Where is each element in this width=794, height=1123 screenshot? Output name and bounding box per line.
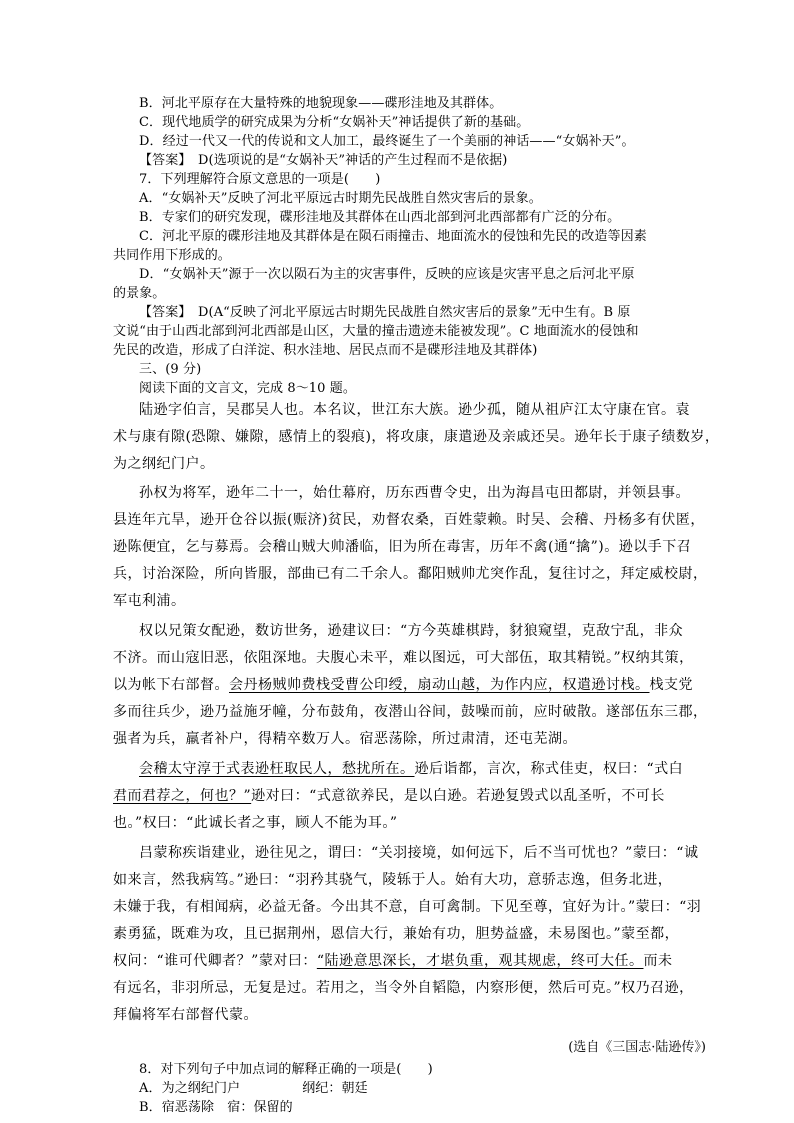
q7-option-c-line2: 共同作用下形成的。 <box>113 248 231 263</box>
q7-answer-line1: 【答案】 D(A“反映了河北平原远古时期先民战胜自然灾害后的景象”无中生有。B 原 <box>139 305 631 320</box>
q7-option-d-line1: D．“女娲补天”源于一次以陨石为主的灾害事件，反映的应该是灾害平息之后河北平原 <box>139 267 635 282</box>
passage-p5-line3: 未嫌于我，有相闻病，必益无备。今出其不意，自可禽制。下见至尊，宜好为计。”蒙曰：“羽 <box>113 899 702 915</box>
q7-answer-line2: 文说“由于山西北部到河北西部是山区，大量的撞击遗迹未能被发现”。C 地面流水的侵蚀和 <box>113 324 639 339</box>
passage-p3-line4: 多而往兵少，逊乃益施牙幢，分布鼓角，夜潜山谷间，鼓噪而前，应时破散。遂部伍东三郡， <box>113 704 708 720</box>
q8-option-a <box>139 1080 368 1098</box>
passage-p2-line5: 军屯利浦。 <box>113 593 186 609</box>
passage-p3-line3-a: 以为帐下右部督。 <box>113 677 229 693</box>
passage-p3-line1: 权以兄策女配逊，数访世务，逊建议曰：“方今英雄棋跱，豺狼窥望，克敌宁乱，非众 <box>139 623 684 639</box>
q6-option-c: C．现代地质学的研究成果为分析“女娲补天”神话提供了新的基础。 <box>139 115 530 130</box>
q7-stem: 7．下列理解符合原文意思的一项是( ) <box>139 172 381 187</box>
q7-option-c-line1: C．河北平原的碟形洼地及其群体是在陨石雨撞击、地面流水的侵蚀和先民的改造等因素 <box>139 229 647 244</box>
underlined-sentence-3: “陆逊意思深长，才堪负重，观其规虑，终可大任。 <box>316 953 644 969</box>
passage-p3-line3 <box>113 676 693 695</box>
passage-p3-line3-b: 栈支党 <box>649 677 693 693</box>
passage-p5-line1: 吕蒙称疾诣建业，逊往见之，谓曰：“关羽接境，如何远下，后不当可忧也？”蒙曰：“诚 <box>139 845 699 861</box>
q8-option-a-text: A．为之纲纪门户 <box>139 1081 241 1096</box>
passage-p5-line5 <box>113 952 672 971</box>
passage-p1-line3: 为之纲纪门户。 <box>113 456 215 472</box>
q6-option-b: B．河北平原存在大量特殊的地貌现象——碟形洼地及其群体。 <box>139 96 503 111</box>
q8-option-a-gloss: 纲纪：朝廷 <box>302 1081 368 1096</box>
passage-p5-line2: 如来言，然我病笃。”逊曰：“羽矜其骁气，陵轹于人。始有大功，意骄志逸，但务北进， <box>113 872 673 888</box>
passage-p1-line2: 术与康有隙(恐隙、嫌隙，感情上的裂痕)，将攻康，康遣逊及亲戚还吴。逊年长于康子绩数岁， <box>113 429 720 445</box>
underlined-sentence-1: 会丹杨贼帅费栈受曹公印绶，扇动山越，为作内应，权遣逊讨栈。 <box>229 677 650 693</box>
section-instruction: 阅读下面的文言文，完成 8～10 题。 <box>139 381 356 396</box>
passage-p5-line5-b: 而未 <box>643 953 673 969</box>
passage-p4-line3: 也。”权曰：“此诚长者之事，顾人不能为耳。” <box>113 815 398 831</box>
passage-p1-line1: 陆逊字伯言，吴郡吴人也。本名议，世江东大族。逊少孤，随从祖庐江太守康在官。袁 <box>139 402 690 418</box>
passage-p5-line4: 素勇猛，既难为攻，且已据荆州，恩信大行，兼始有功，胆势益盛，未易图也。”蒙至都， <box>113 926 680 942</box>
section-heading: 三、(9 分) <box>139 362 202 377</box>
q6-answer: 【答案】 D(选项说的是“女娲补天”神话的产生过程而不是依据) <box>139 153 508 168</box>
q7-option-d-line2: 的景象。 <box>113 286 166 301</box>
passage-p3-line2: 不济。而山寇旧恶，依阻深地。夫腹心未平，难以图远，可大部伍，取其精锐。”权纳其策， <box>113 650 694 666</box>
passage-p2-line3: 逊陈便宜，乞与募焉。会稽山贼大帅潘临，旧为所在毒害，历年不禽(通“擒”)。逊以手下召 <box>113 539 692 555</box>
passage-p2-line4: 兵，讨治深险，所向皆服，部曲已有二千余人。鄱阳贼帅尤突作乱，复往讨之，拜定威校尉， <box>113 566 708 582</box>
passage-p5-line5-a: 权问：“谁可代卿者？”蒙对曰： <box>113 953 317 969</box>
q6-option-d: D．经过一代又一代的传说和文人加工，最终诞生了一个美丽的神话——“女娲补天”。 <box>139 134 635 149</box>
passage-p2-line2: 县连年亢旱，逊开仓谷以振(赈济)贫民，劝督农桑，百姓蒙赖。时吴、会稽、丹杨多有伏匿， <box>113 512 705 528</box>
passage-p4-line1-b: 逊后诣都，言次，称式佳吏，权曰：“式白 <box>414 761 684 777</box>
passage-p5-line7: 拜偏将军右部督代蒙。 <box>113 1007 258 1023</box>
q7-option-b: B．专家们的研究发现，碟形洼地及其群体在山西北部到河北西部都有广泛的分布。 <box>139 210 621 225</box>
q8-option-b: B．宿恶荡除 宿：保留的 <box>139 1100 293 1115</box>
passage-p5-line6: 有远名，非羽所忌，无复是过。若用之，当令外自韬隐，内察形便，然后可克。”权乃召逊， <box>113 980 694 996</box>
q8-stem: 8．对下列句子中加点词的解释正确的一项是( ) <box>139 1062 433 1077</box>
underlined-sentence-2a: 会稽太守淳于式表逊枉取民人，愁扰所在。 <box>139 761 415 777</box>
passage-source: (选自《三国志·陆逊传》) <box>568 1040 706 1055</box>
q7-answer-line3: 先民的改造，形成了白洋淀、积水洼地、居民点而不是碟形洼地及其群体) <box>113 343 538 358</box>
underlined-sentence-2b: 君而君荐之，何也？” <box>113 788 252 804</box>
q7-option-a: A．“女娲补天”反映了河北平原远古时期先民战胜自然灾害后的景象。 <box>139 191 542 206</box>
passage-p3-line5: 强者为兵，羸者补户，得精卒数万人。宿恶荡除，所过肃清，还屯芜湖。 <box>113 731 577 747</box>
passage-p4-line2-b: 逊对曰：“式意欲养民，是以白逊。若逊复毁式以乱圣听，不可长 <box>251 788 665 804</box>
passage-p2-line1: 孙权为将军，逊年二十一，始仕幕府，历东西曹令史，出为海昌屯田都尉，并领县事。 <box>139 485 690 501</box>
passage-p4-line2 <box>113 787 665 806</box>
passage-p4-line1 <box>139 760 683 779</box>
